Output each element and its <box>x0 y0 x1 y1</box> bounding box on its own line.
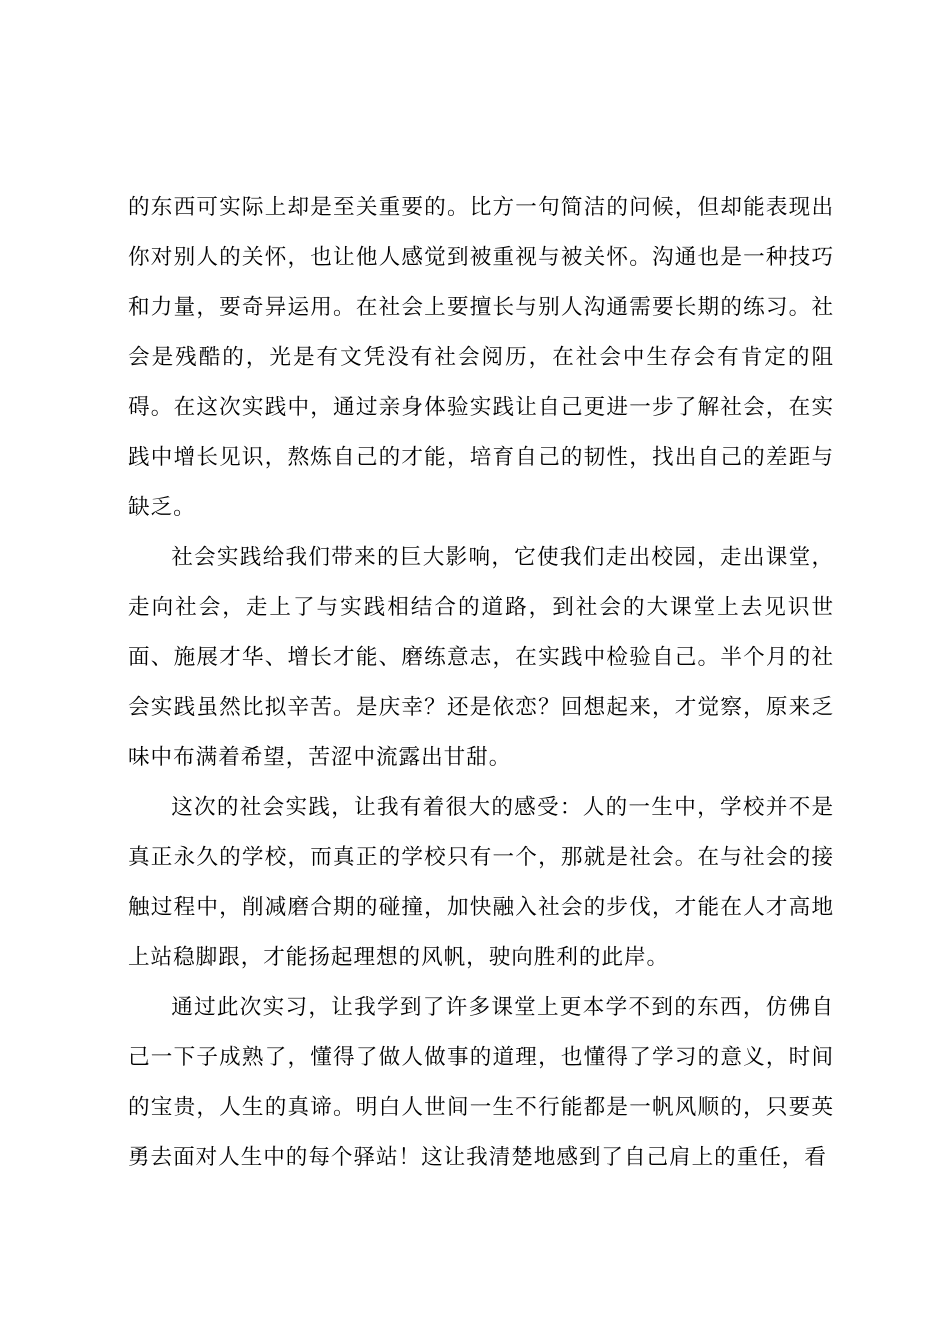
paragraph-3: 这次的社会实践，让我有着很大的感受：人的一生中，学校并不是真正永久的学校，而真正的学校只有一个，那就是社会。在与社会的接触过程中，削减磨合期的碰撞，加快融入社会的步伐，才能在人才高地上站稳脚跟，才能扬起理想的风帆，驶向胜利的此岸。 <box>128 795 834 970</box>
paragraph-4: 通过此次实习，让我学到了许多课堂上更本学不到的东西，仿佛自己一下子成熟了，懂得了做人做事的道理，也懂得了学习的意义，时间的宝贵，人生的真谛。明白人世间一生不行能都是一帆风顺的，只要英勇去面对人生中的每个驿站！这让我清楚地感到了自己肩上的重任，看 <box>128 995 834 1170</box>
paragraph-2: 社会实践给我们带来的巨大影响，它使我们走出校园，走出课堂，走向社会，走上了与实践相结合的道路，到社会的大课堂上去见识世面、施展才华、增长才能、磨练意志，在实践中检验自己。半个月的社会实践虽然比拟辛苦。是庆幸？还是依恋？回想起来，才觉察，原来乏味中布满着希望，苦涩中流露出甘甜。 <box>128 545 834 770</box>
paragraph-1: 的东西可实际上却是至关重要的。比方一句简洁的问候，但却能表现出你对别人的关怀，也让他人感觉到被重视与被关怀。沟通也是一种技巧和力量，要奇异运用。在社会上要擅长与别人沟通需要长期的练习。社会是残酷的，光是有文凭没有社会阅历，在社会中生存会有肯定的阻碍。在这次实践中，通过亲身体验实践让自己更进一步了解社会，在实践中增长见识，熬炼自己的才能，培育自己的韧性，找出自己的差距与缺乏。 <box>128 195 834 520</box>
document-body <box>128 183 834 1183</box>
